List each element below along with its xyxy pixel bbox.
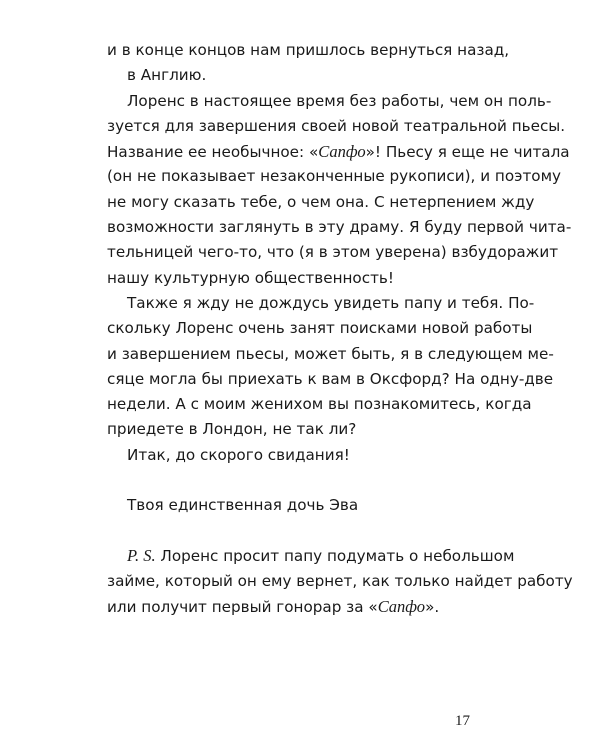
text-line: (он не показывает незаконченные рукописи), и поэтому xyxy=(107,167,562,186)
text-line xyxy=(107,594,493,619)
text-line: сяце могла бы приехать к вам в Оксфорд? На одну-две xyxy=(107,369,554,388)
text-line: тельницей чего-то, что (я в этом уверена) взбудоражит xyxy=(107,243,559,262)
text-fragment: или получит первый гонорар за « xyxy=(107,597,378,616)
text-line xyxy=(107,139,570,164)
letter-signature xyxy=(107,493,493,518)
text-fragment: ». xyxy=(425,597,440,616)
paragraph-lorens xyxy=(107,89,572,291)
paragraph-farewell xyxy=(107,443,493,468)
text-line: в Англию. xyxy=(127,66,207,85)
postscript xyxy=(107,543,573,619)
play-title: Сапфо xyxy=(377,596,426,616)
text-line: зуется для завершения своей новой театральной пьесы. xyxy=(107,116,566,135)
text-line: Лоренс в настоящее время без работы, чем он поль- xyxy=(127,91,552,110)
text-line: займе, который он ему вернет, как только найдет работу xyxy=(107,571,573,590)
paragraph-continuation xyxy=(107,38,510,89)
text-line: нашу культурную общественность! xyxy=(107,268,394,287)
text-line: не могу сказать тебе, о чем она. С нетерпением жду xyxy=(107,192,535,211)
text-line: и завершением пьесы, может быть, я в следующем ме- xyxy=(107,344,554,363)
ps-label: P. S. xyxy=(127,546,156,566)
text-fragment: »! Пьесу я еще не читала xyxy=(365,143,570,162)
text-line: приедете в Лондон, не так ли? xyxy=(107,420,357,439)
text-line: Итак, до скорого свидания! xyxy=(127,445,350,464)
page-number: 17 xyxy=(455,713,470,729)
signature-line: Твоя единственная дочь Эва xyxy=(127,496,359,515)
play-title: Сапфо xyxy=(318,142,366,162)
text-line xyxy=(107,543,515,568)
text-line: недели. А с моим женихом вы познакомитесь, когда xyxy=(107,395,532,414)
text-line: возможности заглянуть в эту драму. Я буду первой чита- xyxy=(107,218,572,237)
text-fragment: Название ее необычное: « xyxy=(107,143,319,162)
text-fragment: Лоренс просит папу подумать о небольшом xyxy=(155,547,515,566)
letter-text xyxy=(107,38,573,619)
paragraph-visit xyxy=(107,291,554,443)
text-line: Также я жду не дождусь увидеть папу и тебя. По- xyxy=(127,293,535,312)
text-line: скольку Лоренс очень занят поисками новой работы xyxy=(107,319,533,338)
text-line: и в конце концов нам пришлось вернуться назад, xyxy=(107,41,510,59)
